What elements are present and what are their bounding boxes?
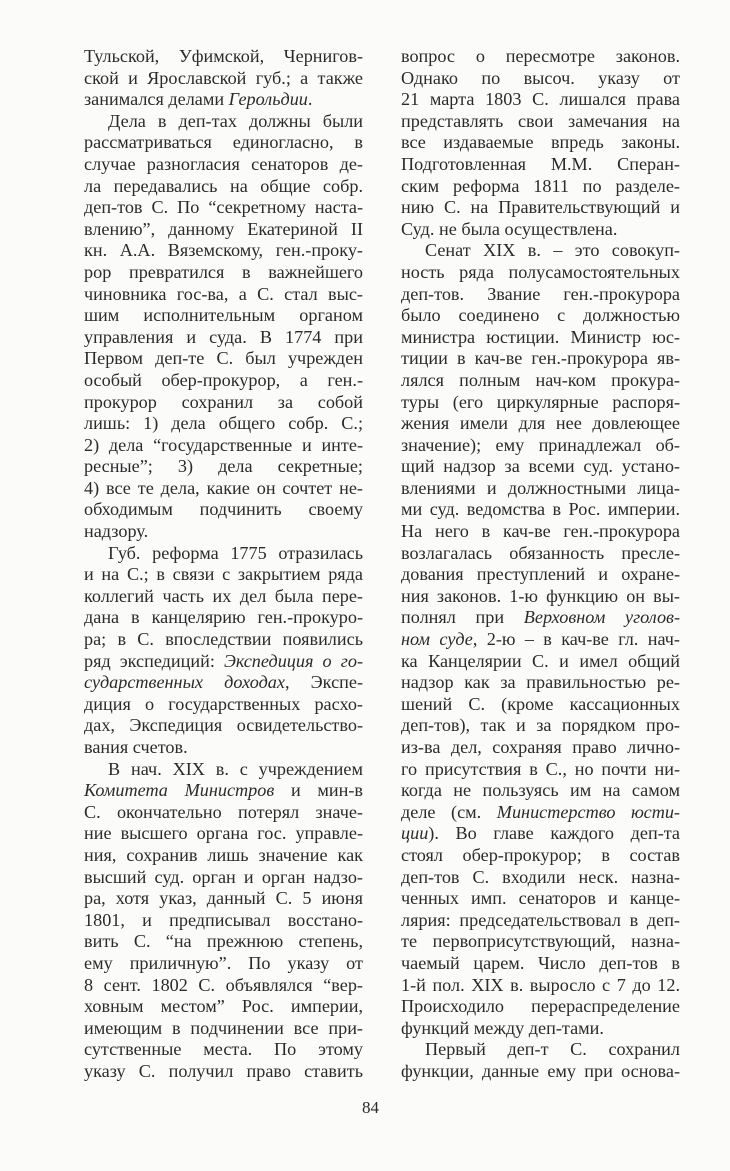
text-line	[84, 305, 363, 327]
text-segment: Сенат XIX в. – это совокуп-	[425, 240, 680, 261]
text-line	[401, 154, 680, 176]
text-line	[84, 176, 363, 198]
text-segment: вания счетов.	[84, 737, 188, 757]
text-segment: шений С. (кроме кассационных	[401, 693, 680, 714]
text-line	[401, 910, 680, 932]
text-segment: дах, Экспедиция освидетельство-	[84, 715, 363, 736]
text-segment: ховным местом” Рос. империи,	[84, 996, 363, 1017]
text-line	[401, 931, 680, 953]
text-segment: ряд экспедиций:	[84, 650, 224, 671]
text-line	[84, 413, 363, 435]
text-segment: тиции в кач-ве ген.-прокурора яв-	[401, 348, 680, 369]
text-line	[401, 586, 680, 608]
text-line	[401, 46, 680, 68]
text-line	[84, 435, 363, 457]
text-line	[401, 262, 680, 284]
text-segment: и на С.; в связи с закрытием ряда	[84, 564, 363, 585]
text-line	[84, 910, 363, 932]
text-line	[401, 629, 680, 651]
text-line	[84, 197, 363, 219]
text-line	[84, 867, 363, 889]
text-segment: ка Канцелярии С. и имел общий	[401, 650, 680, 671]
text-segment: , 2-ю – в кач-ве гл. нач-	[472, 629, 680, 650]
paragraph	[84, 543, 363, 759]
text-segment: из-ва дел, сохраняя право лично-	[401, 737, 680, 757]
text-line	[401, 413, 680, 435]
text-segment: жения имели для нее довлеющее	[401, 413, 680, 434]
text-segment: значение); ему принадлежал об-	[401, 434, 680, 455]
text-segment: В нач. XIX в. с учреждением	[108, 758, 363, 779]
text-segment: чаемый царем. Число деп-тов в	[401, 952, 680, 973]
text-line	[401, 543, 680, 565]
text-line	[84, 607, 363, 629]
text-column-left	[84, 46, 363, 1083]
text-line	[401, 651, 680, 673]
text-line	[84, 46, 363, 68]
text-line	[401, 499, 680, 521]
text-line	[84, 737, 363, 759]
text-line	[84, 931, 363, 953]
text-line	[84, 759, 363, 781]
text-line	[401, 240, 680, 262]
text-segment: 1801, и предписывал восстано-	[84, 909, 363, 930]
text-line	[84, 651, 363, 673]
text-segment: диция о государственных расхо-	[84, 693, 363, 714]
text-segment: , Экспе-	[284, 672, 364, 693]
text-segment: Дела в деп-тах должны были	[108, 110, 363, 131]
text-segment: 8 сент. 1802 С. объявлялся “вер-	[84, 974, 363, 995]
text-line	[401, 953, 680, 975]
text-segment: случае разногласия сенаторов де-	[84, 153, 363, 174]
text-segment: Происходило перераспределение	[401, 996, 680, 1017]
text-line	[84, 89, 363, 111]
text-line	[84, 953, 363, 975]
text-line	[401, 888, 680, 910]
paragraph	[401, 1039, 680, 1082]
text-line	[84, 996, 363, 1018]
text-segment: ). Во главе каждого деп-та	[428, 823, 680, 844]
text-segment: управления и суда. В 1774 при	[84, 326, 363, 347]
text-segment: Первом деп-те С. был учрежден	[84, 348, 363, 369]
text-line	[84, 370, 363, 392]
text-segment: лярия: председательствовал в деп-	[401, 909, 680, 930]
text-segment: министра юстиции. Министр юс-	[401, 326, 680, 347]
text-segment: ра, хотя указ, данный С. 5 июня	[84, 888, 363, 909]
text-segment: вопрос о пересмотре законов.	[401, 46, 680, 66]
text-segment: Суд. не была осуществлена.	[401, 218, 618, 239]
text-line	[84, 780, 363, 802]
text-segment: щий надзор за всеми суд. устано-	[401, 456, 680, 477]
text-segment: ченных имп. сенаторов и канце-	[401, 888, 680, 909]
text-segment: лялся полным нач-ком прокура-	[401, 369, 680, 390]
text-line	[401, 672, 680, 694]
text-line	[401, 478, 680, 500]
text-line	[84, 543, 363, 565]
text-line	[84, 68, 363, 90]
text-segment: чиновника гос-ва, а С. стал выс-	[84, 283, 363, 304]
text-segment: было соединено с должностью	[401, 305, 680, 326]
text-line	[84, 219, 363, 241]
text-segment: ему приличную”. По указу от	[84, 952, 363, 973]
text-line	[401, 1061, 680, 1083]
text-segment: Однако по высоч. указу от	[401, 67, 680, 88]
text-column-right	[401, 46, 680, 1083]
italic-term: Герольдии	[228, 89, 308, 110]
paragraph	[401, 46, 680, 240]
text-segment: прокурор сохранил за собой	[84, 391, 363, 412]
text-line	[401, 996, 680, 1018]
text-line	[401, 197, 680, 219]
text-segment: 21 марта 1803 С. лишался права	[401, 89, 680, 110]
text-line	[84, 564, 363, 586]
text-line	[401, 392, 680, 414]
text-line	[84, 478, 363, 500]
text-segment: стоял обер-прокурор; в состав	[401, 844, 680, 865]
text-line	[84, 975, 363, 997]
text-line	[84, 111, 363, 133]
text-segment: особый обер-прокурор, а ген.-	[84, 369, 363, 390]
text-line	[401, 694, 680, 716]
text-segment: высший суд. орган и орган надзо-	[84, 866, 363, 887]
text-segment: надзор как за правильностью ре-	[401, 672, 680, 693]
text-segment: ния, сохранив лишь значение как	[84, 844, 363, 865]
text-segment: когда не пользуясь им на самом	[401, 780, 680, 801]
text-line	[84, 348, 363, 370]
text-line	[401, 284, 680, 306]
text-line	[84, 823, 363, 845]
text-segment: ла передавались на общие собр.	[84, 175, 363, 196]
text-segment: Тульской, Уфимской, Чернигов-	[84, 46, 363, 66]
text-line	[401, 867, 680, 889]
text-line	[401, 607, 680, 629]
text-segment: лишь: 1) дела общего собр. С.;	[84, 413, 363, 434]
paragraph	[84, 111, 363, 543]
text-line	[401, 780, 680, 802]
text-segment: надзору.	[84, 521, 149, 542]
text-segment: рор превратился в важнейшего	[84, 261, 363, 282]
text-line	[84, 262, 363, 284]
text-segment: ской и Ярославской губ.; а также	[84, 67, 363, 88]
text-line	[401, 68, 680, 90]
text-segment: го присутствия в С., но почти ни-	[401, 758, 680, 779]
text-line	[84, 1039, 363, 1061]
text-segment: возлагалась обязанность пресле-	[401, 542, 680, 563]
text-line	[84, 154, 363, 176]
text-segment: коллегий часть их дел была пере-	[84, 585, 363, 606]
text-line	[401, 521, 680, 543]
text-segment: ресные”; 3) дела секретные;	[84, 456, 363, 477]
text-segment: Подготовленная М.М. Сперан-	[401, 153, 680, 174]
text-segment: дана в канцелярию ген.-прокуро-	[84, 607, 363, 628]
text-segment: кн. А.А. Вяземскому, ген.-проку-	[84, 240, 363, 261]
text-segment: ра; в С. впоследствии появились	[84, 629, 363, 650]
text-line	[401, 845, 680, 867]
paragraph	[84, 46, 363, 111]
text-segment: туры (его циркулярные распоря-	[401, 391, 680, 412]
text-segment: представлять свои замечания на	[401, 110, 680, 131]
text-segment: деле (см.	[401, 801, 497, 822]
text-line	[401, 564, 680, 586]
text-segment: и мин-в	[274, 780, 363, 801]
text-segment: шим исполнительным органом	[84, 305, 363, 326]
text-segment: имеющим в подчинении все при-	[84, 1017, 363, 1038]
text-line	[84, 521, 363, 543]
text-segment: Губ. реформа 1775 отразилась	[108, 542, 363, 563]
text-segment: С. окончательно потерял значе-	[84, 801, 363, 822]
text-segment: вить С. “на прежнюю степень,	[84, 931, 363, 952]
text-line	[84, 694, 363, 716]
text-line	[401, 435, 680, 457]
text-line	[401, 715, 680, 737]
text-segment: влениями и должностными лица-	[401, 477, 680, 498]
italic-term: Экспедиция о го-	[224, 650, 363, 671]
italic-term: сударственных доходах	[84, 672, 285, 693]
italic-term: ном суде	[401, 629, 473, 650]
text-segment: функции, данные ему при основа-	[401, 1060, 680, 1081]
text-segment: .	[307, 89, 313, 110]
page-number: 84	[362, 1098, 379, 1117]
text-segment: дования преступлений и охране-	[401, 564, 680, 585]
text-line	[84, 715, 363, 737]
text-line	[401, 802, 680, 824]
text-segment: На него в кач-ве ген.-прокурора	[401, 521, 680, 542]
paragraph	[84, 759, 363, 1083]
text-segment: занимался делами	[84, 89, 229, 110]
text-line	[401, 176, 680, 198]
text-line	[84, 499, 363, 521]
text-segment: ми суд. ведомства в Рос. империи.	[401, 499, 680, 520]
text-segment: нию С. на Правительствующий и	[401, 197, 680, 218]
text-line	[401, 327, 680, 349]
text-line	[401, 759, 680, 781]
text-line	[401, 1039, 680, 1061]
text-line	[401, 348, 680, 370]
text-segment: сутственные места. По этому	[84, 1039, 363, 1060]
text-line	[84, 456, 363, 478]
text-line	[84, 1018, 363, 1040]
text-line	[84, 240, 363, 262]
text-segment: деп-тов), так и за порядком про-	[401, 715, 680, 736]
text-line	[401, 89, 680, 111]
text-line	[401, 456, 680, 478]
text-line	[84, 1061, 363, 1083]
text-line	[84, 802, 363, 824]
text-line	[401, 737, 680, 759]
italic-term: Министерство юсти-	[496, 801, 680, 822]
text-segment: полнял при	[401, 607, 524, 628]
text-line	[84, 629, 363, 651]
text-line	[84, 327, 363, 349]
text-line	[84, 392, 363, 414]
italic-term: ции	[401, 823, 429, 844]
text-segment: указу С. получил право ставить	[84, 1060, 363, 1081]
text-segment: функций между деп-тами.	[401, 1017, 604, 1038]
text-segment: ние высшего органа гос. управле-	[84, 823, 363, 844]
text-segment: деп-тов С. По “секретному наста-	[84, 197, 363, 218]
italic-term: Верховном уголов-	[523, 607, 680, 628]
text-segment: деп-тов С. входили неск. назна-	[401, 866, 680, 887]
paragraph	[401, 240, 680, 1039]
text-line	[84, 586, 363, 608]
text-segment: ность ряда полусамостоятельных	[401, 261, 680, 282]
text-segment: ским реформа 1811 по разделе-	[401, 175, 680, 196]
text-line	[401, 305, 680, 327]
text-line	[84, 132, 363, 154]
text-line	[401, 219, 680, 241]
text-line	[84, 888, 363, 910]
text-line	[84, 672, 363, 694]
text-line	[401, 370, 680, 392]
italic-term: Комитета Министров	[84, 780, 275, 801]
text-segment: 2) дела “государственные и инте-	[84, 434, 363, 455]
text-line	[401, 111, 680, 133]
text-segment: те первоприсутствующий, назна-	[401, 931, 680, 952]
text-segment: рассматриваться единогласно, в	[84, 132, 363, 153]
text-segment: обходимым подчинить своему	[84, 499, 363, 520]
text-segment: ния законов. 1-ю функцию он вы-	[401, 585, 680, 606]
text-segment: Первый деп-т С. сохранил	[425, 1039, 680, 1060]
text-segment: деп-тов. Звание ген.-прокурора	[401, 283, 680, 304]
text-line	[401, 975, 680, 997]
text-segment: влению”, данному Екатериной II	[84, 218, 363, 239]
text-line	[401, 1018, 680, 1040]
text-segment: 4) все те дела, какие он сочтет не-	[84, 477, 363, 498]
text-segment: 1-й пол. XIX в. выросло с 7 до 12.	[401, 974, 680, 995]
text-line	[401, 132, 680, 154]
text-line	[84, 284, 363, 306]
text-line	[84, 845, 363, 867]
text-segment: все издаваемые впредь законы.	[401, 132, 680, 153]
text-line	[401, 823, 680, 845]
